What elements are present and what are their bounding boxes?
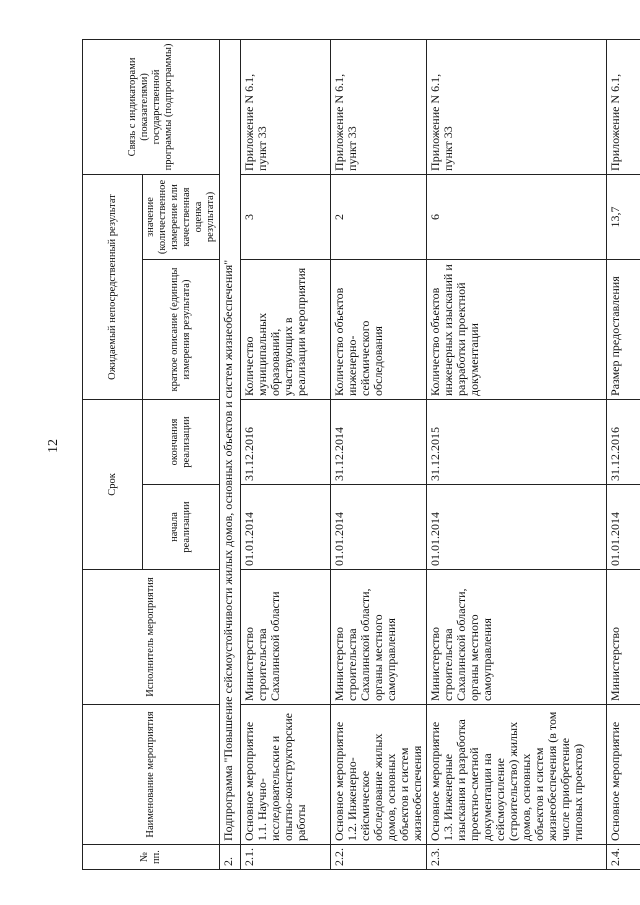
row-num: 2.4.: [607, 845, 640, 870]
row-executor: Министерство строительства Сахалинской области, органы местного самоуправления: [331, 570, 427, 705]
table-row: [331, 39, 427, 869]
row-start: 01.01.2014: [331, 485, 427, 570]
header-term: Срок: [83, 399, 143, 569]
row-desc: Количество объектов инженерных изысканий и разработки проектной документации: [427, 259, 607, 399]
header-executor: Исполнитель мероприятия: [83, 570, 220, 705]
subprogram-title: Подпрограмма "Повышение сейсмоустойчивости жилых домов, основных объектов и систем жизнеобеспечения": [220, 39, 241, 844]
row-num: 2.3.: [427, 845, 607, 870]
table-row: [427, 39, 607, 869]
row-name: Основное мероприятие: [607, 705, 640, 845]
header-term-start: начала реализации: [143, 485, 220, 570]
subprogram-row: [220, 39, 241, 869]
header-result-value: значение (количественное измерение или качественная оценка результата): [143, 174, 220, 259]
header-link: Связь с индикаторами (показателями) государственной программы (подпрограммы): [83, 39, 220, 174]
row-link: Приложение N 6.1, пункт 33: [331, 39, 427, 174]
row-end: 31.12.2016: [607, 399, 640, 484]
table-row: [241, 39, 331, 869]
row-value: 6: [427, 174, 607, 259]
row-value: 2: [331, 174, 427, 259]
header-num: № пп.: [83, 845, 220, 870]
row-end: 31.12.2015: [427, 399, 607, 484]
row-name: Основное мероприятие 1.3. Инженерные изыскания и разработка проектно-сметной документации на сейсмоусиление (строительство) жилых домов, основных объектов и систем жизнеобеспечения (в том числе приобретение типовых проектов): [427, 705, 607, 845]
row-link: Приложение N 6.1, пункт 33: [241, 39, 331, 174]
row-link: Приложение N 6.1, пункт 33: [427, 39, 607, 174]
header-row-1: [83, 39, 143, 869]
page-number: 12: [46, 439, 61, 453]
row-end: 31.12.2014: [331, 399, 427, 484]
row-desc: Размер предоставления: [607, 259, 640, 399]
table-row: [607, 39, 640, 869]
row-executor: Министерство: [607, 570, 640, 705]
row-start: 01.01.2014: [607, 485, 640, 570]
row-start: 01.01.2014: [241, 485, 331, 570]
measures-table: [82, 39, 640, 870]
row-link: Приложение N 6.1,: [607, 39, 640, 174]
row-name: Основное мероприятие 1.1. Научно-исследовательские и опытно-конструкторские работы: [241, 705, 331, 845]
subprogram-num: 2.: [220, 845, 241, 870]
row-name: Основное мероприятие 1.2. Инженерно-сейсмическое обследование жилых домов, основных объектов и систем жизнеобеспечения: [331, 705, 427, 845]
row-start: 01.01.2014: [427, 485, 607, 570]
header-term-end: окончания реализации: [143, 399, 220, 484]
rotated-table-container: [82, 40, 622, 870]
header-result-desc: краткое описание (единицы измерения результата): [143, 259, 220, 399]
row-executor: Министерство строительства Сахалинской области: [241, 570, 331, 705]
row-desc: Количество муниципальных образований, участвующих в реализации мероприятия: [241, 259, 331, 399]
row-value: 13,7: [607, 174, 640, 259]
row-end: 31.12.2016: [241, 399, 331, 484]
row-value: 3: [241, 174, 331, 259]
header-name: Наименование мероприятия: [83, 705, 220, 845]
row-num: 2.1.: [241, 845, 331, 870]
row-desc: Количество объектов инженерно-сейсмического обследования: [331, 259, 427, 399]
row-num: 2.2.: [331, 845, 427, 870]
header-result: Ожидаемый непосредственный результат: [83, 174, 143, 399]
row-executor: Министерство строительства Сахалинской области, органы местного самоуправления: [427, 570, 607, 705]
